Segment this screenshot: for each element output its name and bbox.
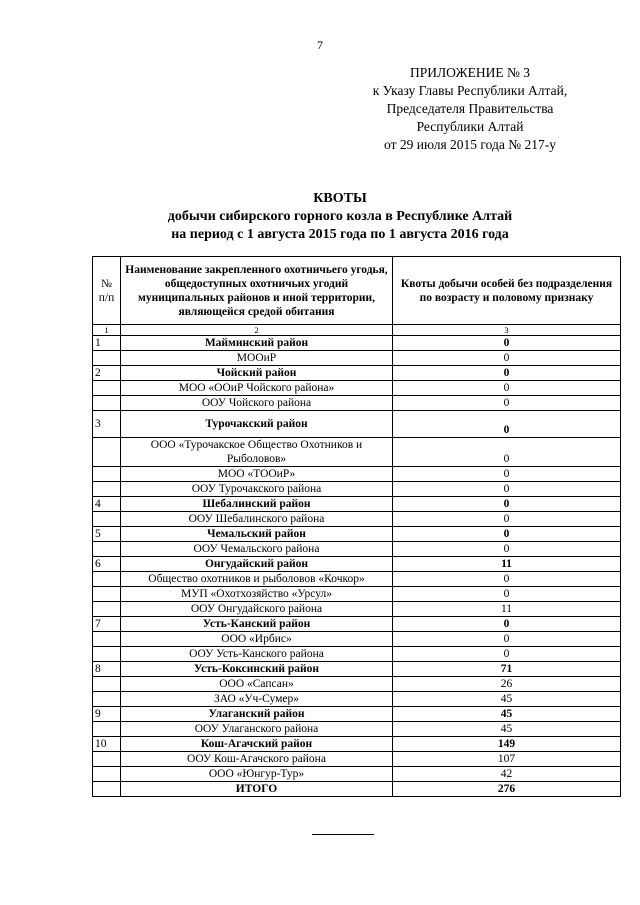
table-row — [93, 647, 621, 662]
row-number — [93, 647, 121, 662]
row-number — [93, 767, 121, 782]
row-name: ООУ Онгудайского района — [121, 602, 393, 617]
row-number — [93, 587, 121, 602]
row-quota: 0 — [393, 497, 621, 512]
row-quota: 0 — [393, 527, 621, 542]
row-name: Шебалинский район — [121, 497, 393, 512]
row-quota: 0 — [393, 587, 621, 602]
row-name: ООУ Чемальского района — [121, 542, 393, 557]
footer-divider — [312, 834, 374, 835]
table-row — [93, 438, 621, 467]
row-number — [93, 572, 121, 587]
row-number: 4 — [93, 497, 121, 512]
row-quota: 149 — [393, 737, 621, 752]
table-row — [93, 662, 621, 677]
table-row — [93, 767, 621, 782]
row-name: ООО «Турочакское Общество Охотников и Рыболовов» — [121, 438, 393, 467]
table-header-row — [93, 257, 621, 325]
table-row — [93, 396, 621, 411]
page-number: 7 — [317, 38, 323, 52]
row-name: ООО «Сапсан» — [121, 677, 393, 692]
row-name: Чемальский район — [121, 527, 393, 542]
row-number: 7 — [93, 617, 121, 632]
row-quota: 0 — [393, 366, 621, 381]
column-index: 2 — [121, 325, 393, 336]
row-number — [93, 438, 121, 467]
row-number — [93, 542, 121, 557]
table-row — [93, 366, 621, 381]
row-number: 6 — [93, 557, 121, 572]
row-number — [93, 752, 121, 767]
title-line: на период с 1 августа 2015 года по 1 августа 2016 года — [171, 227, 509, 242]
row-number: 8 — [93, 662, 121, 677]
total-label: ИТОГО — [121, 782, 393, 797]
header-number: № п/п — [93, 257, 121, 325]
header-name: Наименование закрепленного охотничьего угодья, общедоступных охотничьих угодий муниципальных районов и иной территории, являющейся средой обитания — [121, 257, 393, 325]
appendix-line: к Указу Главы Республики Алтай, — [372, 83, 568, 98]
row-quota: 0 — [393, 632, 621, 647]
table-row — [93, 527, 621, 542]
row-number: 2 — [93, 366, 121, 381]
table-row — [93, 411, 621, 438]
row-name: ООУ Турочакского района — [121, 482, 393, 497]
total-row — [93, 782, 621, 797]
appendix-line: от 29 июля 2015 года № 217-у — [384, 137, 556, 152]
row-quota: 45 — [393, 707, 621, 722]
table-row — [93, 351, 621, 366]
row-number — [93, 602, 121, 617]
column-index-row — [93, 325, 621, 336]
quota-table — [92, 256, 621, 797]
row-name: МОО «ООиР Чойского района» — [121, 381, 393, 396]
row-name: Кош-Агачский район — [121, 737, 393, 752]
row-quota: 0 — [393, 438, 621, 467]
row-name: ООУ Усть-Канского района — [121, 647, 393, 662]
row-quota: 0 — [393, 572, 621, 587]
row-number — [93, 677, 121, 692]
row-name: Турочакский район — [121, 411, 393, 438]
total-quota: 276 — [393, 782, 621, 797]
row-quota: 0 — [393, 381, 621, 396]
row-quota: 107 — [393, 752, 621, 767]
row-quota: 0 — [393, 482, 621, 497]
document-title — [80, 190, 600, 244]
row-quota: 0 — [393, 351, 621, 366]
row-quota: 0 — [393, 336, 621, 351]
row-number — [93, 512, 121, 527]
row-quota: 0 — [393, 542, 621, 557]
row-name: Общество охотников и рыболовов «Кочкор» — [121, 572, 393, 587]
row-quota: 11 — [393, 602, 621, 617]
row-number — [93, 482, 121, 497]
row-name: Онгудайский район — [121, 557, 393, 572]
row-number — [93, 351, 121, 366]
table-row — [93, 467, 621, 482]
row-name: Улаганский район — [121, 707, 393, 722]
row-quota: 11 — [393, 557, 621, 572]
row-number — [93, 632, 121, 647]
row-name: МУП «Охотхозяйство «Урсул» — [121, 587, 393, 602]
row-number — [93, 692, 121, 707]
row-name: ЗАО «Уч-Сумер» — [121, 692, 393, 707]
table-row — [93, 512, 621, 527]
row-quota: 0 — [393, 617, 621, 632]
row-number — [93, 396, 121, 411]
table-row — [93, 677, 621, 692]
table-row — [93, 692, 621, 707]
total-number-cell — [93, 782, 121, 797]
row-name: МООиР — [121, 351, 393, 366]
table-row — [93, 482, 621, 497]
header-quota: Квоты добычи особей без подразделения по возрасту и половому признаку — [393, 257, 621, 325]
table-row — [93, 336, 621, 351]
row-number — [93, 722, 121, 737]
row-quota: 45 — [393, 722, 621, 737]
table-row — [93, 542, 621, 557]
row-quota: 71 — [393, 662, 621, 677]
row-number: 1 — [93, 336, 121, 351]
table-row — [93, 587, 621, 602]
row-quota: 0 — [393, 467, 621, 482]
row-quota: 45 — [393, 692, 621, 707]
row-quota: 42 — [393, 767, 621, 782]
table-row — [93, 572, 621, 587]
row-name: Усть-Канский район — [121, 617, 393, 632]
table-row — [93, 707, 621, 722]
table-row — [93, 617, 621, 632]
appendix-line: Председателя Правительства — [386, 101, 554, 116]
row-number: 9 — [93, 707, 121, 722]
title-line: КВОТЫ — [313, 191, 367, 206]
table-row — [93, 722, 621, 737]
row-name: ООУ Улаганского района — [121, 722, 393, 737]
row-quota: 0 — [393, 647, 621, 662]
row-quota: 26 — [393, 677, 621, 692]
row-number — [93, 467, 121, 482]
row-name: МОО «ТООиР» — [121, 467, 393, 482]
column-index: 3 — [393, 325, 621, 336]
row-quota: 0 — [393, 411, 621, 438]
table-row — [93, 557, 621, 572]
appendix-line: Республики Алтай — [416, 119, 524, 134]
row-number: 10 — [93, 737, 121, 752]
row-name: ООУ Кош-Агачского района — [121, 752, 393, 767]
table-row — [93, 497, 621, 512]
table-row — [93, 381, 621, 396]
appendix-block — [340, 64, 600, 154]
row-quota: 0 — [393, 396, 621, 411]
row-name: Майминский район — [121, 336, 393, 351]
row-name: ООУ Чойского района — [121, 396, 393, 411]
row-name: ООУ Шебалинского района — [121, 512, 393, 527]
table-row — [93, 632, 621, 647]
row-number: 3 — [93, 411, 121, 438]
row-quota: 0 — [393, 512, 621, 527]
table-row — [93, 752, 621, 767]
column-index: 1 — [93, 325, 121, 336]
title-line: добычи сибирского горного козла в Республике Алтай — [167, 209, 513, 224]
row-name: Чойский район — [121, 366, 393, 381]
table-row — [93, 602, 621, 617]
row-name: ООО «Юнгур-Тур» — [121, 767, 393, 782]
table-body — [93, 325, 621, 797]
row-name: ООО «Ирбис» — [121, 632, 393, 647]
row-name: Усть-Коксинский район — [121, 662, 393, 677]
row-number: 5 — [93, 527, 121, 542]
table-row — [93, 737, 621, 752]
appendix-line: ПРИЛОЖЕНИЕ № 3 — [409, 65, 531, 80]
row-number — [93, 381, 121, 396]
